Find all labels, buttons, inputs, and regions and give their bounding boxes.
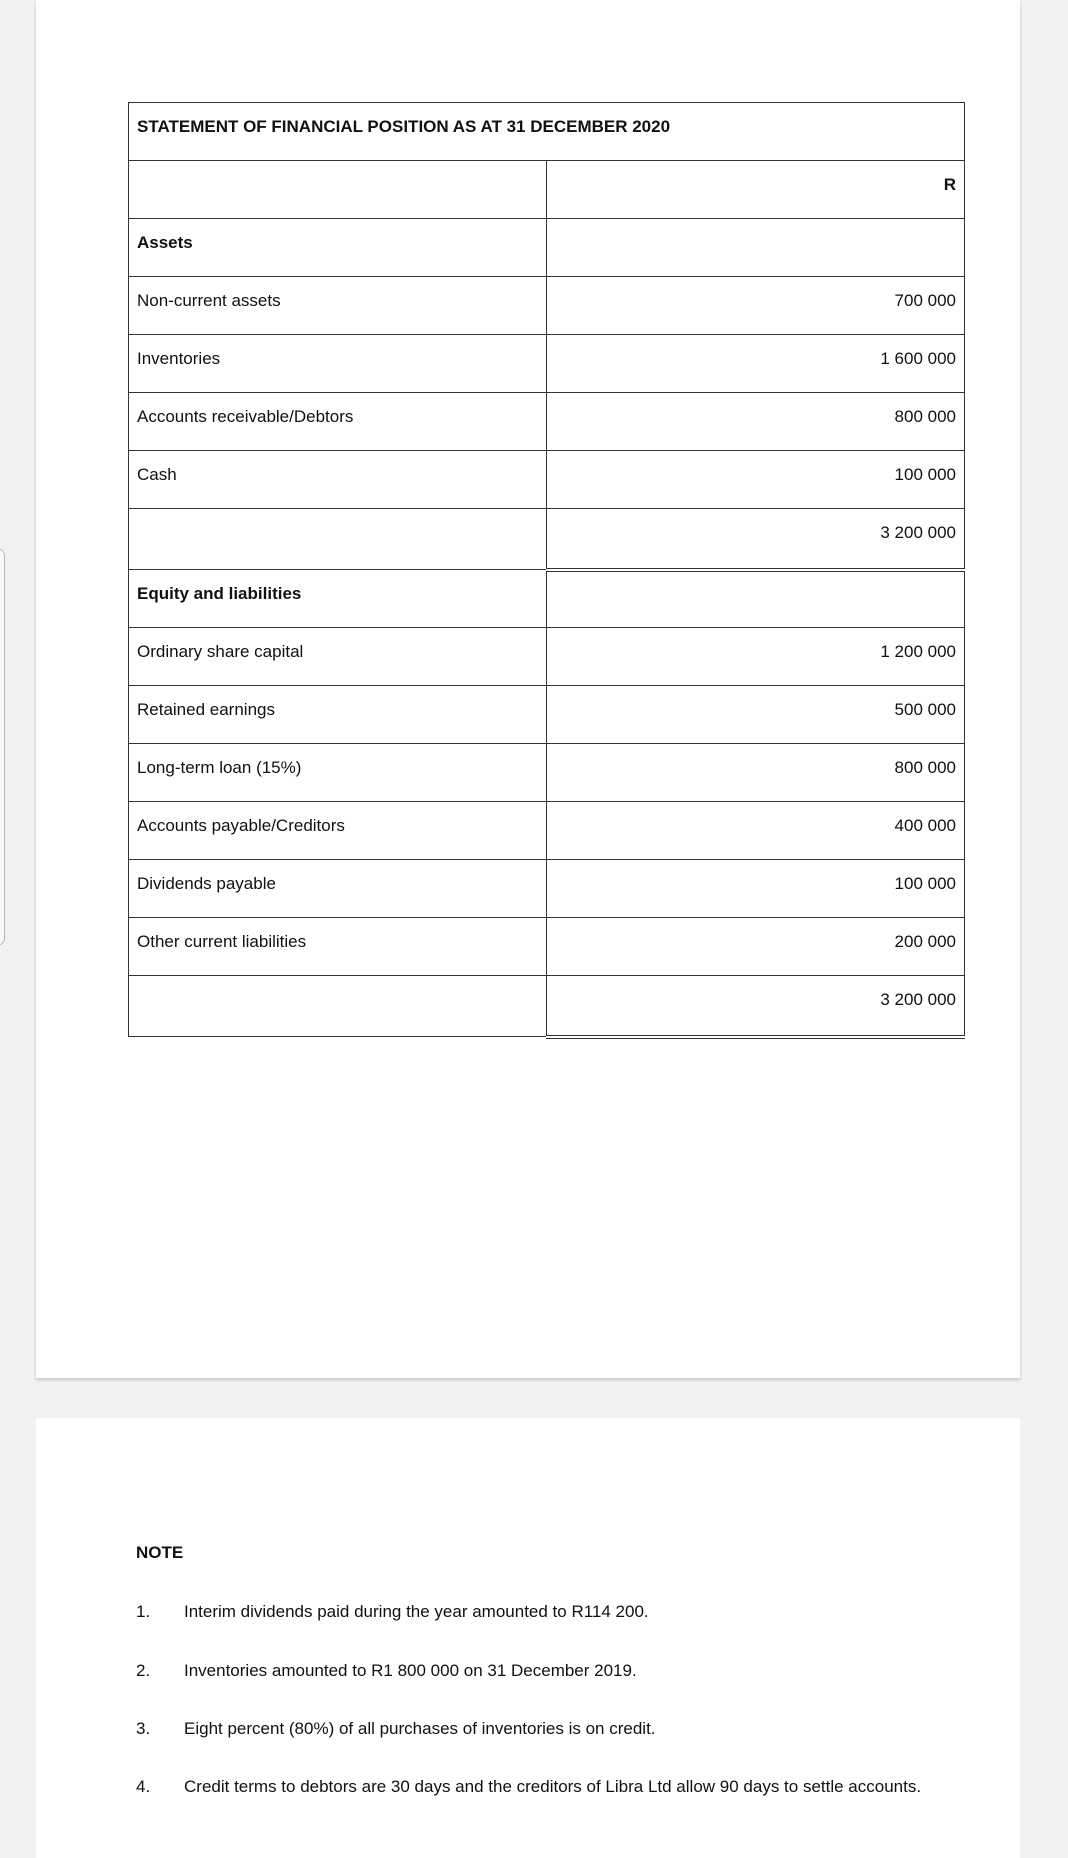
row-amount: 700 000	[547, 277, 965, 335]
row-amount: 400 000	[547, 802, 965, 860]
table-row	[129, 335, 965, 393]
table-row	[129, 918, 965, 976]
currency-header: R	[547, 161, 965, 219]
row-amount: 100 000	[547, 860, 965, 918]
row-amount: 200 000	[547, 918, 965, 976]
note-number: 3.	[136, 1719, 151, 1738]
statement-title: STATEMENT OF FINANCIAL POSITION AS AT 31 DECEMBER 2020	[129, 103, 965, 161]
row-label: Retained earnings	[129, 686, 547, 744]
row-label: Dividends payable	[129, 860, 547, 918]
currency-header-row	[129, 161, 965, 219]
note-number: 1.	[136, 1602, 151, 1621]
row-amount: 1 200 000	[547, 628, 965, 686]
row-label: Ordinary share capital	[129, 628, 547, 686]
row-label: Accounts receivable/Debtors	[129, 393, 547, 451]
row-label: Accounts payable/Creditors	[129, 802, 547, 860]
financial-position-table	[128, 102, 965, 1039]
row-amount: 1 600 000	[547, 335, 965, 393]
note-item	[136, 1661, 637, 1681]
row-amount: 800 000	[547, 393, 965, 451]
row-amount: 800 000	[547, 744, 965, 802]
row-label: Other current liabilities	[129, 918, 547, 976]
side-panel-handle[interactable]	[0, 548, 5, 946]
row-label: Long-term loan (15%)	[129, 744, 547, 802]
equity-total-row	[129, 976, 965, 1037]
equity-total: 3 200 000	[547, 976, 965, 1037]
assets-total-row	[129, 509, 965, 570]
equity-heading-row	[129, 570, 965, 628]
note-heading: NOTE	[136, 1543, 184, 1562]
table-row	[129, 686, 965, 744]
table-row	[129, 628, 965, 686]
row-amount: 500 000	[547, 686, 965, 744]
equity-heading: Equity and liabilities	[129, 570, 547, 628]
note-text: Credit terms to debtors are 30 days and the creditors of Libra Ltd allow 90 days to settle accounts.	[184, 1777, 922, 1796]
table-row	[129, 802, 965, 860]
row-amount: 100 000	[547, 451, 965, 509]
table-row	[129, 451, 965, 509]
row-label: Cash	[129, 451, 547, 509]
note-text: Eight percent (80%) of all purchases of inventories is on credit.	[184, 1719, 656, 1738]
assets-total: 3 200 000	[547, 509, 965, 570]
note-text: Interim dividends paid during the year amounted to R114 200.	[184, 1602, 649, 1621]
note-number: 2.	[136, 1661, 151, 1680]
table-title-row	[129, 103, 965, 161]
table-row	[129, 277, 965, 335]
row-label: Non-current assets	[129, 277, 547, 335]
assets-heading: Assets	[129, 219, 547, 277]
assets-heading-row	[129, 219, 965, 277]
row-label: Inventories	[129, 335, 547, 393]
note-text: Inventories amounted to R1 800 000 on 31 December 2019.	[184, 1661, 637, 1680]
note-number: 4.	[136, 1777, 151, 1796]
table-row	[129, 744, 965, 802]
note-item	[136, 1602, 649, 1622]
table-row	[129, 860, 965, 918]
table-row	[129, 393, 965, 451]
note-item	[136, 1719, 656, 1739]
note-item	[136, 1777, 921, 1797]
